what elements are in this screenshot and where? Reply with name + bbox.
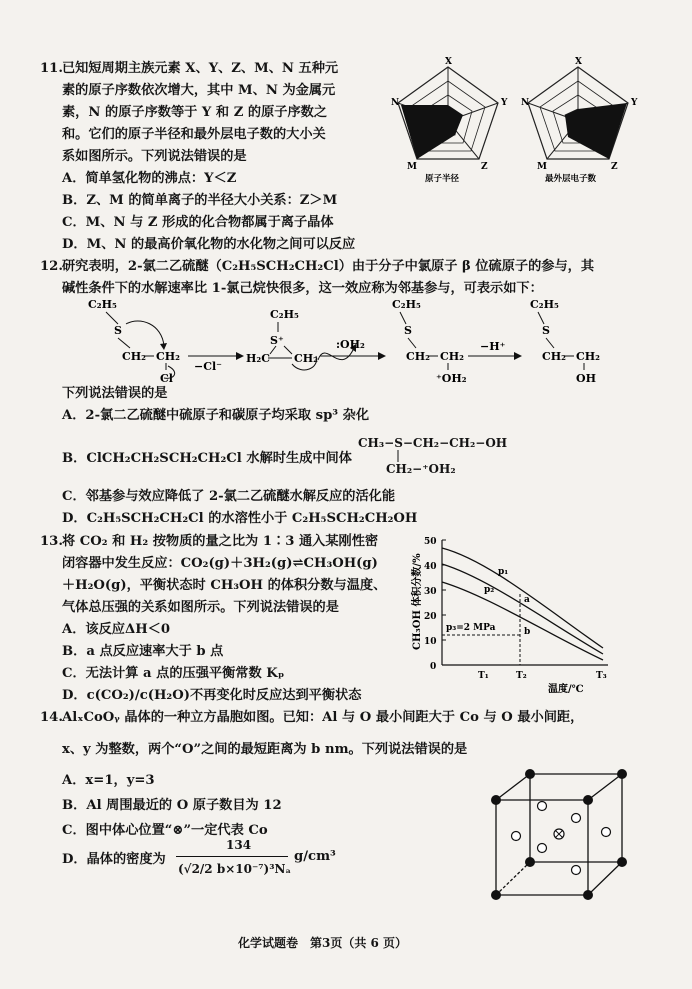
q11-option-d: D．M、N 的最高价氧化物的水化物之间可以反应 — [62, 237, 356, 252]
radar2-label-y: Y — [631, 98, 638, 108]
q13-x-axis-label: 温度/℃ — [548, 684, 584, 695]
scheme-m4-ch2a: CH₂ — [542, 350, 566, 363]
scheme-minus-cl: −Cl⁻ — [194, 360, 222, 373]
q12-option-b: B．ClCH₂CH₂SCH₂CH₂Cl 水解时生成中间体 — [62, 451, 352, 466]
q14-number: 14. — [40, 710, 63, 725]
radar1-caption: 原子半径 — [425, 174, 460, 184]
q13-ytick-50: 50 — [424, 537, 437, 547]
scheme-m4-s: S — [542, 324, 550, 337]
q13-chart — [408, 530, 638, 700]
q13-xtick-t3: T₃ — [596, 671, 607, 681]
scheme-m3-ethyl: C₂H₅ — [392, 298, 421, 311]
q14-line-2: x、y 为整数，两个“O”之间的最短距离为 b nm。下列说法错误的是 — [62, 742, 468, 757]
scheme-m3-ch2a: CH₂ — [406, 350, 430, 363]
q11-option-c: C．M、N 与 Z 形成的化合物都属于离子晶体 — [62, 215, 334, 230]
scheme-m2-splus: S⁺ — [270, 334, 284, 347]
q13-y-axis-label-group — [410, 553, 423, 650]
q12-option-d: D．C₂H₅SCH₂CH₂Cl 的水溶性小于 C₂H₅SCH₂CH₂OH — [62, 511, 418, 526]
q14-density-unit: g/cm³ — [294, 849, 336, 864]
scheme-minus-h: −H⁺ — [480, 340, 506, 353]
q13-point-a: a — [524, 595, 530, 605]
q12-option-a: A．2-氯二乙硫醚中硫原子和碳原子均采取 sp³ 杂化 — [62, 408, 370, 423]
q13-curve-p3: p₃=2 MPa — [446, 623, 496, 633]
radar1-label-z: Z — [481, 162, 488, 172]
radar-atomic-radius — [391, 57, 508, 184]
scheme-m1-ch2b: CH₂ — [156, 350, 180, 363]
q12-line-2: 碱性条件下的水解速率比 1-氯己烷快很多，这一效应称为邻基参与，可表示如下： — [62, 281, 543, 296]
q11-option-b: B．Z、M 的简单离子的半径大小关系：Z＞M — [62, 193, 338, 208]
q13-ytick-40: 40 — [424, 562, 437, 572]
page-footer: 化学试题卷 第3页（共 6 页） — [238, 936, 408, 950]
q13-xtick-t2: T₂ — [516, 671, 527, 681]
q14-density-numerator: 134 — [226, 838, 252, 852]
q14-unit-cell — [488, 770, 638, 905]
q14-body-center-icon — [554, 829, 564, 839]
scheme-m3-s: S — [404, 324, 412, 337]
q14-option-c: C．图中体心位置“⊗”一定代表 Co — [62, 823, 268, 838]
q12-line-1: 研究表明，2-氯二乙硫醚（C₂H₅SCH₂CH₂Cl）由于分子中氯原子 β 位硫原子的参与，其 — [62, 259, 595, 274]
q11-line-5: 系如图所示。下列说法错误的是 — [62, 149, 247, 164]
radar1-label-x: X — [445, 57, 452, 67]
scheme-m2-ch2: CH₂ — [294, 352, 318, 365]
radar2-label-n: N — [521, 98, 530, 108]
q13-line-4: 气体总压强的关系如图所示。下列说法错误的是 — [62, 600, 339, 615]
q13-line-3: ＋H₂O(g)，平衡状态时 CH₃OH 的体积分数与温度、 — [62, 578, 387, 593]
q13-option-c: C．无法计算 a 点的压强平衡常数 Kₚ — [62, 666, 285, 681]
q13-xtick-t1: T₁ — [478, 671, 489, 681]
q11-option-a: A．简单氢化物的沸点：Y＜Z — [62, 171, 237, 186]
q11-line-1: 已知短周期主族元素 X、Y、Z、M、N 五种元 — [62, 61, 339, 76]
scheme-m1-cl: Cl — [160, 372, 173, 385]
q13-option-a: A．该反应ΔH＜0 — [62, 622, 171, 637]
q13-option-d: D．c(CO₂)/c(H₂O)不再变化时反应达到平衡状态 — [62, 688, 362, 703]
scheme-m4-ch2b: CH₂ — [576, 350, 600, 363]
radar1-label-m: M — [407, 162, 417, 172]
scheme-m2-h2c: H₂C — [246, 352, 270, 365]
q14-option-a: A．x=1，y=3 — [62, 773, 155, 788]
q14-density-fraction-bar — [176, 856, 288, 857]
radar2-caption: 最外层电子数 — [545, 174, 597, 184]
radar1-label-y: Y — [501, 98, 508, 108]
scheme-plus-oh2: :OH₂ — [336, 338, 365, 351]
q12-reaction-scheme — [70, 298, 630, 384]
scheme-m4-oh: OH — [576, 372, 596, 385]
scheme-m1-ch2a: CH₂ — [122, 350, 146, 363]
q14-line-1: AlₓCoOᵧ 晶体的一种立方晶胞如图。已知：Al 与 O 最小间距大于 Co 与 O 最小间距， — [62, 710, 584, 725]
q14-option-d: D．晶体的密度为 — [62, 852, 166, 867]
q12-prompt: 下列说法错误的是 — [62, 386, 168, 401]
q11-number: 11. — [40, 61, 63, 76]
scheme-m2-ethyl: C₂H₅ — [270, 308, 299, 321]
scheme-m3-oh2: ⁺OH₂ — [436, 372, 467, 385]
q13-ytick-0: 0 — [430, 662, 437, 672]
scheme-m1-ethyl: C₂H₅ — [88, 298, 117, 311]
radar-valence-electrons — [521, 57, 638, 184]
radar1-label-n: N — [391, 98, 400, 108]
q13-ytick-30: 30 — [424, 587, 437, 597]
q13-line-2: 闭容器中发生反应：CO₂(g)＋3H₂(g)⇌CH₃OH(g) — [62, 556, 378, 571]
q12-number: 12. — [40, 259, 63, 274]
q13-curve-p2: p₂ — [484, 585, 495, 595]
q13-option-b: B．a 点反应速率大于 b 点 — [62, 644, 224, 659]
scheme-m4-ethyl: C₂H₅ — [530, 298, 559, 311]
q13-line-1: 将 CO₂ 和 H₂ 按物质的量之比为 1∶3 通入某刚性密 — [62, 534, 379, 549]
radar2-label-z: Z — [611, 162, 618, 172]
scheme-m1-s: S — [114, 324, 122, 337]
q11-line-2: 素的原子序数依次增大，其中 M、N 为金属元 — [62, 83, 336, 98]
q13-point-b: b — [524, 627, 531, 637]
radar2-label-x: X — [575, 57, 582, 67]
q12-intermediate-top: CH₃−S−CH₂−CH₂−OH — [358, 436, 508, 450]
q13-ytick-10: 10 — [424, 637, 437, 647]
q13-curve-p1: p₁ — [498, 567, 509, 577]
q11-radar-figures — [393, 55, 643, 185]
q14-density-denominator: (√2/2 b×10⁻⁷)³Nₐ — [178, 862, 292, 876]
q11-line-3: 素，N 的原子序数等于 Y 和 Z 的原子序数之 — [62, 105, 328, 120]
radar2-label-m: M — [537, 162, 547, 172]
q12-intermediate-bottom: CH₂−⁺OH₂ — [386, 462, 456, 476]
q13-number: 13. — [40, 534, 63, 549]
q13-y-axis-label: CH₃OH 体积分数/% — [412, 553, 423, 650]
q13-ytick-20: 20 — [424, 612, 437, 622]
q14-option-b: B．Al 周围最近的 O 原子数目为 12 — [62, 798, 282, 813]
scheme-m3-ch2b: CH₂ — [440, 350, 464, 363]
q12-option-c: C．邻基参与效应降低了 2-氯二乙硫醚水解反应的活化能 — [62, 489, 396, 504]
q11-line-4: 和。它们的原子半径和最外层电子数的大小关 — [62, 127, 326, 142]
